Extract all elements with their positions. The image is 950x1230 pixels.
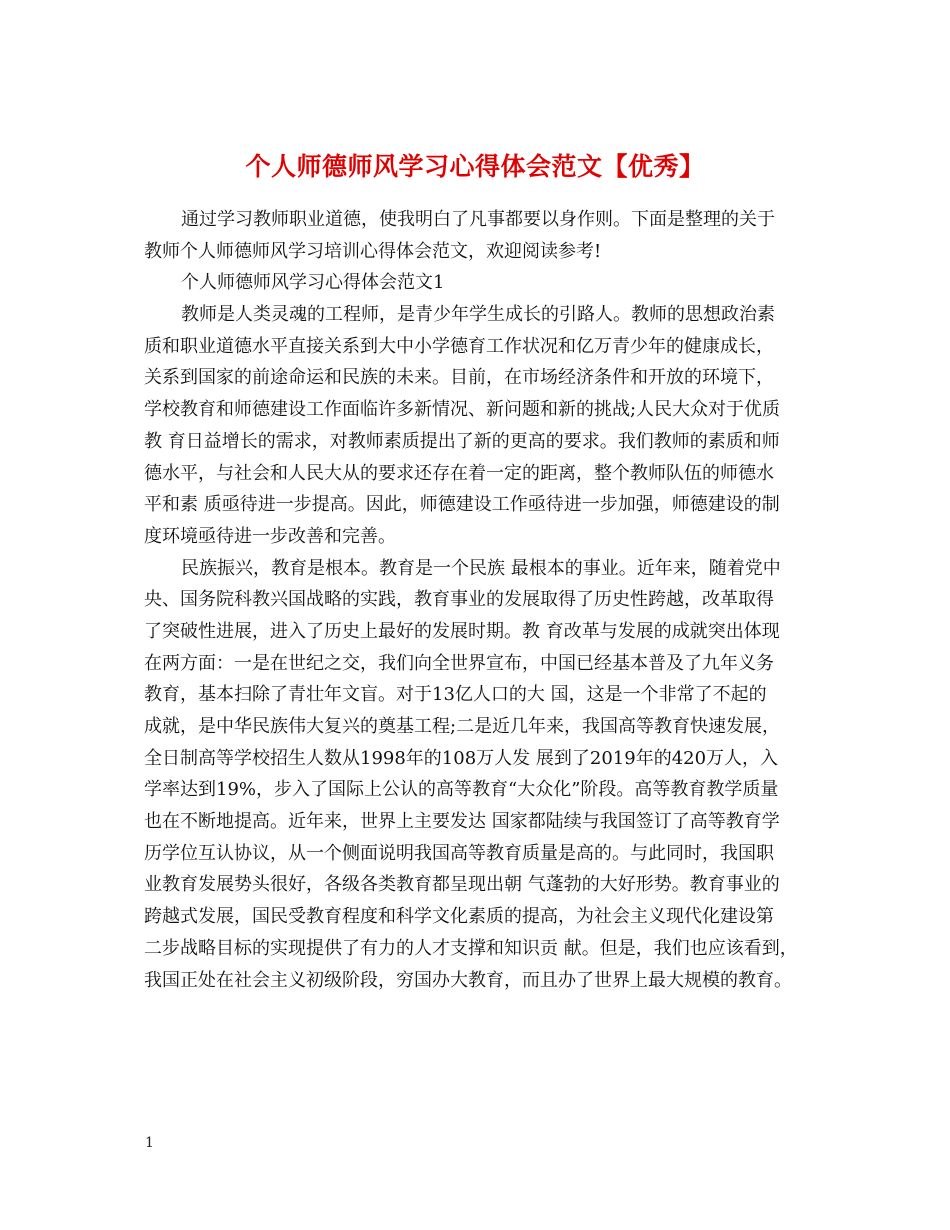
- body-line: 了突破性进展，进入了历史上最好的发展时期。教 育改革与发展的成就突出体现: [144, 620, 780, 642]
- body-line: 跨越式发展，国民受教育程度和科学文化素质的提高，为社会主义现代化建设第: [144, 906, 774, 928]
- body-line: 平和素 质亟待进一步提高。因此，师德建设工作亟待进一步加强，师德建设的制: [144, 494, 780, 516]
- body-line: 二步战略目标的实现提供了有力的人才支撑和知识贡 献。但是，我们也应该看到，: [144, 937, 798, 959]
- body-line: 度环境亟待进一步改善和完善。: [144, 525, 396, 547]
- body-line: 质和职业道德水平直接关系到大中小学德育工作状况和亿万青少年的健康成长，: [144, 335, 774, 357]
- body-line: 也在不断地提高。近年来，世界上主要发达 国家都陆续与我国签订了高等教育学: [144, 811, 780, 833]
- body-line: 历学位互认协议，从一个侧面说明我国高等教育质量是高的。与此同时，我国职: [144, 842, 774, 864]
- body-line: 教育，基本扫除了青壮年文盲。对于13亿人口的大 国，这是一个非常了不起的: [144, 684, 767, 706]
- body-line: 学校教育和师德建设工作面临许多新情况、新问题和新的挑战;人民大众对于优质: [144, 399, 781, 421]
- body-line: 央、国务院科教兴国战略的实践，教育事业的发展取得了历史性跨越，改革取得: [144, 589, 774, 611]
- body-line: 业教育发展势头很好，各级各类教育都呈现出朝 气蓬勃的大好形势。教育事业的: [144, 874, 780, 896]
- body-line: 全日制高等学校招生人数从1998年的108万人发 展到了2019年的420万人，入: [144, 747, 779, 769]
- section-heading: 个人师德师风学习心得体会范文1: [181, 272, 445, 294]
- body-line: 教 育日益增长的需求，对教师素质提出了新的更高的要求。我们教师的素质和师: [144, 430, 780, 452]
- page-number: 1: [145, 1135, 154, 1151]
- document-body: [144, 204, 822, 996]
- body-line: 学率达到19%，步入了国际上公认的高等教育“大众化”阶段。高等教育教学质量: [144, 779, 779, 801]
- body-line: 在两方面：一是在世纪之交，我们向全世界宣布，中国已经基本普及了九年义务: [144, 652, 774, 674]
- body-line: 通过学习教师职业道德，使我明白了凡事都要以身作则。下面是整理的关于: [181, 209, 775, 230]
- body-line: 我国正处在社会主义初级阶段，穷国办大教育，而且办了世界上最大规模的教育。: [144, 969, 792, 991]
- body-line: 民族振兴，教育是根本。教育是一个民族 最根本的事业。近年来，随着党中: [181, 557, 781, 579]
- body-line: 成就，是中华民族伟大复兴的奠基工程;二是近几年来，我国高等教育快速发展，: [144, 716, 781, 737]
- body-line: 教师是人类灵魂的工程师，是青少年学生成长的引路人。教师的思想政治素: [181, 304, 775, 326]
- body-line: 德水平，与社会和人民大从的要求还存在着一定的距离，整个教师队伍的师德水: [144, 462, 774, 484]
- document-title: 个人师德师风学习心得体会范文【优秀】: [245, 151, 705, 181]
- body-line: 关系到国家的前途命运和民族的未来。目前，在市场经济条件和开放的环境下，: [144, 367, 774, 389]
- body-line: 教师个人师德师风学习培训心得体会范文，欢迎阅读参考!: [144, 240, 602, 262]
